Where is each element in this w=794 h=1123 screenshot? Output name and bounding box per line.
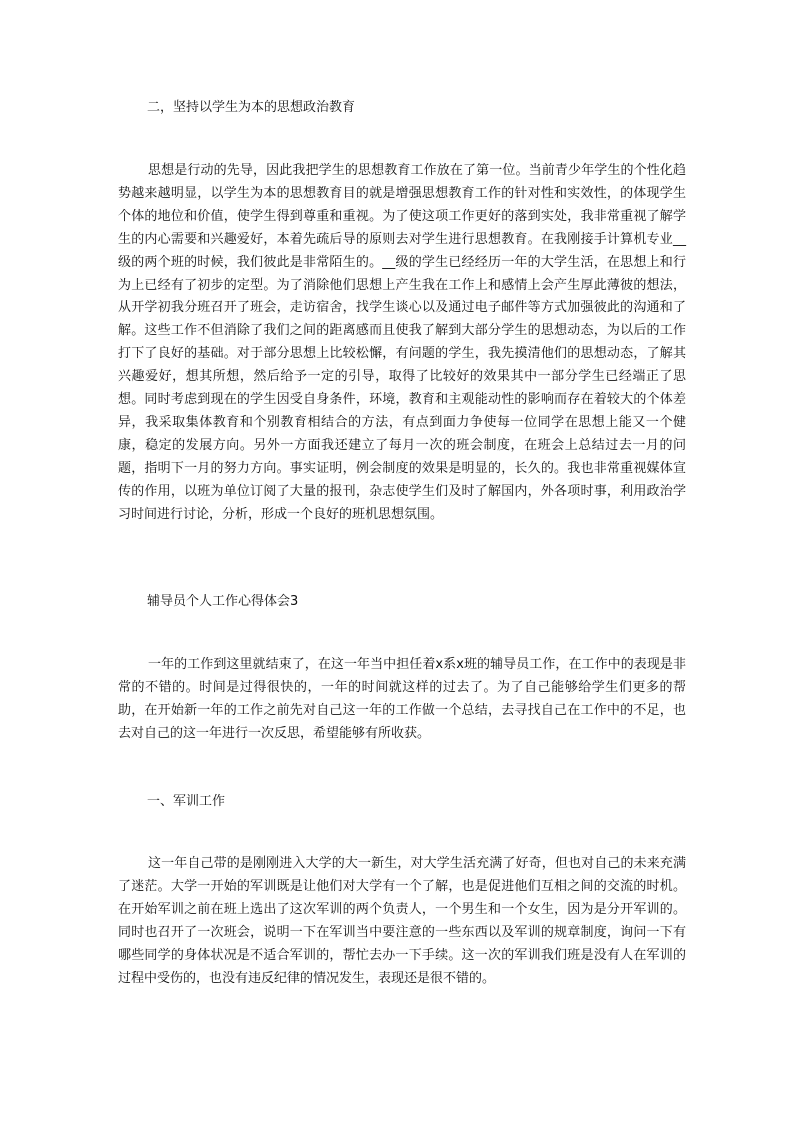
paragraph-year-summary: 一年的工作到这里就结束了，在这一年当中担任着x系x班的辅导员工作，在工作中的表现是非常的不错的。时间是过得很快的，一年的时间就这样的过去了。为了自己能够给学生们更多的帮助，在开始新一年的工作之前先对自己这一年的工作做一个总结，去寻找自己在工作中的不足，也去对自己的这一年进行一次反思，希望能够有所收获。 bbox=[118, 657, 686, 741]
section-heading-military-training: 一、军训工作 bbox=[147, 794, 226, 809]
paragraph-ideological-education: 思想是行动的先导，因此我把学生的思想教育工作放在了第一位。当前青少年学生的个性化趋势越来越明显，以学生为本的思想教育目的就是增强思想教育工作的针对性和实效性，的体现学生个体的地位和价值，使学生得到尊重和重视。为了使这项工作更好的落到实处，我非常重视了解学生的内心需要和兴趣爱好，本着先疏后导的原则去对学生进行思想教育。在我刚接手计算机专业__级的两个班的时候，我们彼此是非常陌生的。__级的学生已经经历一年的大学生活，在思想上和行为上已经有了初步的定型。为了消除他们思想上产生我在工作上和感情上会产生厚此薄彼的想法，从开学初我分班召开了班会，走访宿舍，找学生谈心以及通过电子邮件等方式加强彼此的沟通和了解。这些工作不但消除了我们之间的距离感而且使我了解到大部分学生的思想动态，为以后的工作打下了良好的基础。对于部分思想上比较松懈，有问题的学生，我先摸清他们的思想动态，了解其兴趣爱好，想其所想，然后给予一定的引导，取得了比较好的效果其中一部分学生已经端正了思想。同时考虑到现在的学生因受自身条件，环境，教育和主观能动性的影响而存在着较大的个体差异，我采取集体教育和个别教育相结合的方法，有点到面力争使每一位同学在思想上能又一个健康，稳定的发展方向。另外一方面我还建立了每月一次的班会制度，在班会上总结过去一月的问题，指明下一月的努力方向。事实证明，例会制度的效果是明显的，长久的。我也非常重视媒体宣传的作用，以班为单位订阅了大量的报刊，杂志使学生们及时了解国内，外各项时事，利用政治学习时间进行讨论，分析，形成一个良好的班机思想氛围。 bbox=[118, 163, 686, 522]
paragraph-military-training: 这一年自己带的是刚刚进入大学的大一新生，对大学生活充满了好奇，但也对自己的未来充满了迷茫。大学一开始的军训既是让他们对大学有一个了解，也是促进他们互相之间的交流的时机。在开始军训之前在班上选出了这次军训的两个负责人，一个男生和一个女生，因为是分开军训的。同时也召开了一次班会，说明一下在军训当中要注意的一些东西以及军训的规章制度，询问一下有哪些同学的身体状况是不适合军训的，帮忙去办一下手续。这一次的军训我们班是没有人在军训的过程中受伤的，也没有违反纪律的情况发生，表现还是很不错的。 bbox=[118, 856, 686, 986]
section-heading-work-experience-3: 辅导员个人工作心得体会3 bbox=[147, 594, 299, 609]
section-heading-ideological-education: 二，坚持以学生为本的思想政治教育 bbox=[147, 100, 356, 115]
